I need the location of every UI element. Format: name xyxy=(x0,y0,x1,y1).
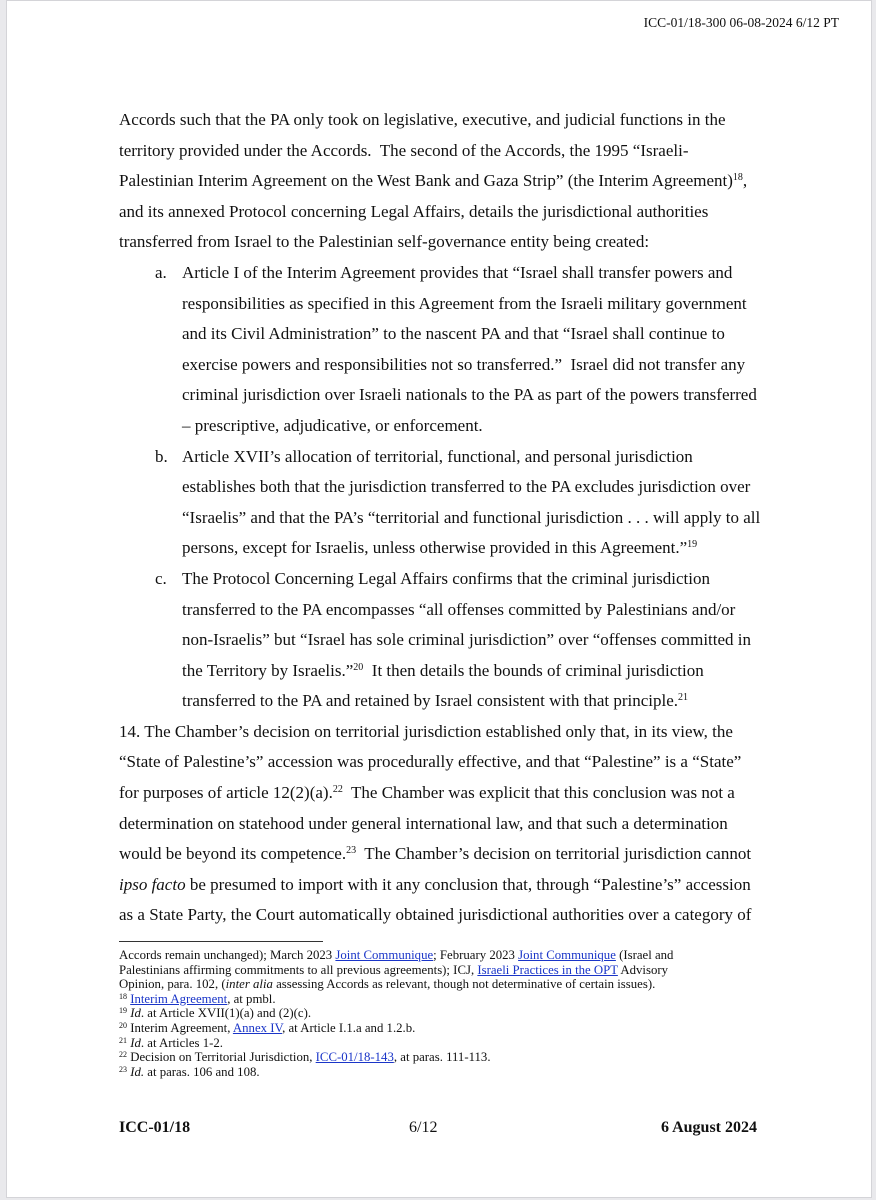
text-run: transferred from Israel to the Palestinian self-governance entity being created: xyxy=(119,232,650,252)
footnote-ref: 21 xyxy=(678,692,689,704)
footnote-line xyxy=(119,977,779,992)
text-run: transferred to the PA encompasses “all offenses committed by Palestinians and/or xyxy=(182,599,736,619)
text-run: territory provided under the Accords. The second of the Accords, the 1995 “Israeli- xyxy=(119,140,689,160)
text-line xyxy=(119,472,779,503)
text-line xyxy=(119,166,779,197)
text-run: The Protocol Concerning Legal Affairs confirms that the criminal jurisdiction xyxy=(182,568,710,588)
text-run: ; February 2023 xyxy=(433,948,519,962)
text-run: 14. The Chamber’s decision on territorial jurisdiction established only that, in its view, the xyxy=(119,721,733,741)
text-run: establishes both that the jurisdiction transferred to the PA excludes jurisdiction over xyxy=(182,477,751,497)
text-line xyxy=(119,258,779,289)
text-run: Advisory xyxy=(617,962,669,977)
text-run: determination on statehood under general international law, and that such a determination xyxy=(119,813,728,833)
text-line xyxy=(119,442,779,473)
page-header: ICC-01/18-300 06-08-2024 6/12 PT xyxy=(643,15,839,30)
footnote-ref: 21 xyxy=(119,1035,127,1045)
text-run: Accords remain unchanged); March 2023 xyxy=(119,948,336,962)
text-run: assessing Accords as relevant, though not determinative of certain issues). xyxy=(272,977,656,992)
text-run: Id xyxy=(130,1006,141,1021)
text-run: . at Article XVII(1)(a) and (2)(c). xyxy=(140,1006,312,1021)
text-run: . at Articles 1-2. xyxy=(140,1035,223,1050)
text-line xyxy=(119,289,779,320)
footnote-line xyxy=(119,963,779,978)
footnote-ref: 18 xyxy=(119,991,127,1001)
footnotes xyxy=(119,948,779,1079)
text-run: Decision on Territorial Jurisdiction, xyxy=(127,1050,316,1065)
text-run: – prescriptive, adjudicative, or enforcement. xyxy=(182,415,483,435)
text-run: , at pmbl. xyxy=(227,991,276,1006)
footnote-ref: 23 xyxy=(346,845,357,857)
text-run: Article XVII’s allocation of territorial, functional, and personal jurisdiction xyxy=(182,446,693,466)
text-run: Id xyxy=(130,1035,141,1050)
footnote-line xyxy=(119,992,779,1007)
hyperlink[interactable]: ICC-01/18-143 xyxy=(315,1050,394,1065)
footnote-ref: 22 xyxy=(332,784,343,796)
text-line xyxy=(119,564,779,595)
text-line xyxy=(119,778,779,809)
text-run: Id. xyxy=(130,1064,145,1079)
footnote-line xyxy=(119,1006,779,1021)
text-run: It then details the bounds of criminal jurisdiction xyxy=(363,660,704,680)
footnote-ref: 23 xyxy=(119,1064,127,1074)
list-label: a. xyxy=(155,262,167,282)
footnote-separator xyxy=(119,941,323,942)
text-run: for purposes of article 12(2)(a). xyxy=(119,783,333,803)
text-run: transferred to the PA and retained by Israel consistent with that principle. xyxy=(182,691,679,711)
list-label: c. xyxy=(155,568,167,588)
text-line xyxy=(119,136,779,167)
text-run: criminal jurisdiction over Israeli nationals to the PA as part of the powers transferred xyxy=(182,385,757,405)
text-run: non-Israelis” but “Israel has sole criminal jurisdiction” over “offenses committed in xyxy=(182,630,752,650)
text-run: Article I of the Interim Agreement provides that “Israel shall transfer powers and xyxy=(182,262,733,282)
text-line xyxy=(119,625,779,656)
text-line xyxy=(119,656,779,687)
footnote-ref: 20 xyxy=(353,661,364,673)
text-run: , xyxy=(742,171,748,191)
text-run: Interim Agreement, xyxy=(127,1020,233,1035)
text-line xyxy=(119,350,779,381)
hyperlink[interactable]: Joint Communique xyxy=(518,948,616,962)
footnote-ref: 20 xyxy=(119,1020,127,1030)
footer-date: 6 August 2024 xyxy=(660,1119,757,1136)
footnote-line xyxy=(119,1036,779,1051)
text-line xyxy=(119,747,779,778)
text-run: “Israelis” and that the PA’s “territorial and functional jurisdiction . . . will apply to all xyxy=(182,507,761,527)
footnote-line xyxy=(119,948,779,963)
text-line xyxy=(119,839,779,870)
text-line xyxy=(119,105,779,136)
text-run: Opinion, para. 102, ( xyxy=(119,977,226,992)
text-run: (Israel and xyxy=(615,948,674,962)
text-run: The Chamber was explicit that this conclusion was not a xyxy=(342,783,735,803)
text-line xyxy=(119,319,779,350)
text-run: exercise powers and responsibilities not so transferred.” Israel did not transfer any xyxy=(182,354,746,374)
text-run: The Chamber’s decision on territorial jurisdiction cannot xyxy=(356,844,752,864)
hyperlink[interactable]: Joint Communique xyxy=(335,948,434,962)
text-run: would be beyond its competence. xyxy=(119,844,347,864)
text-run: Accords such that the PA only took on legislative, executive, and judicial functions in the xyxy=(119,110,726,129)
footnote-ref: 19 xyxy=(119,1006,127,1016)
text-run: and its Civil Administration” to the nascent PA and that “Israel shall continue to xyxy=(182,324,725,344)
text-run: inter alia xyxy=(225,977,273,992)
footnote-ref: 22 xyxy=(119,1050,127,1060)
text-line xyxy=(119,411,779,442)
hyperlink[interactable]: Annex IV xyxy=(232,1020,283,1035)
footnote-ref: 19 xyxy=(687,539,698,551)
hyperlink[interactable]: Interim Agreement xyxy=(130,991,228,1006)
footer-case-number: ICC-01/18 xyxy=(119,1119,191,1136)
text-run: Palestinian Interim Agreement on the West Bank and Gaza Strip” (the Interim Agreement) xyxy=(119,171,733,191)
text-run: and its annexed Protocol concerning Legal Affairs, details the jurisdictional authorities xyxy=(119,201,709,221)
text-line xyxy=(119,900,779,931)
text-run: persons, except for Israelis, unless otherwise provided in this Agreement.” xyxy=(182,538,688,558)
text-run: be presumed to import with it any conclusion that, through “Palestine’s” accession xyxy=(185,874,751,894)
text-line xyxy=(119,595,779,626)
text-run: “State of Palestine’s” accession was procedurally effective, and that “Palestine” is a “State” xyxy=(119,752,742,772)
document-page xyxy=(6,0,872,1198)
text-line xyxy=(119,380,779,411)
hyperlink[interactable]: Israeli Practices in the OPT xyxy=(477,962,618,977)
text-run: Palestinians affirming commitments to all previous agreements); ICJ, xyxy=(119,962,478,977)
text-line xyxy=(119,227,779,258)
text-line xyxy=(119,503,779,534)
text-run: at paras. 106 and 108. xyxy=(144,1064,260,1079)
text-run: responsibilities as specified in this Agreement from the Israeli military government xyxy=(182,293,747,313)
footnote-line xyxy=(119,1021,779,1036)
list-label: b. xyxy=(155,446,168,466)
text-line xyxy=(119,809,779,840)
text-run: , at Article I.1.a and 1.2.b. xyxy=(282,1020,416,1035)
body-text xyxy=(119,105,779,931)
text-run: as a State Party, the Court automatically obtained jurisdictional authorities over a category of xyxy=(119,905,752,925)
text-run: ipso facto xyxy=(119,874,186,894)
text-run: the Territory by Israelis.” xyxy=(182,660,354,680)
text-run: , at paras. 111-113. xyxy=(393,1050,491,1065)
text-line xyxy=(119,870,779,901)
footnote-ref: 18 xyxy=(732,172,743,184)
footnote-line xyxy=(119,1065,779,1080)
footer-page-number: 6/12 xyxy=(409,1119,438,1136)
text-line xyxy=(119,197,779,228)
text-line xyxy=(119,717,779,748)
text-line xyxy=(119,686,779,717)
footnote-line xyxy=(119,1050,779,1065)
text-line xyxy=(119,533,779,564)
